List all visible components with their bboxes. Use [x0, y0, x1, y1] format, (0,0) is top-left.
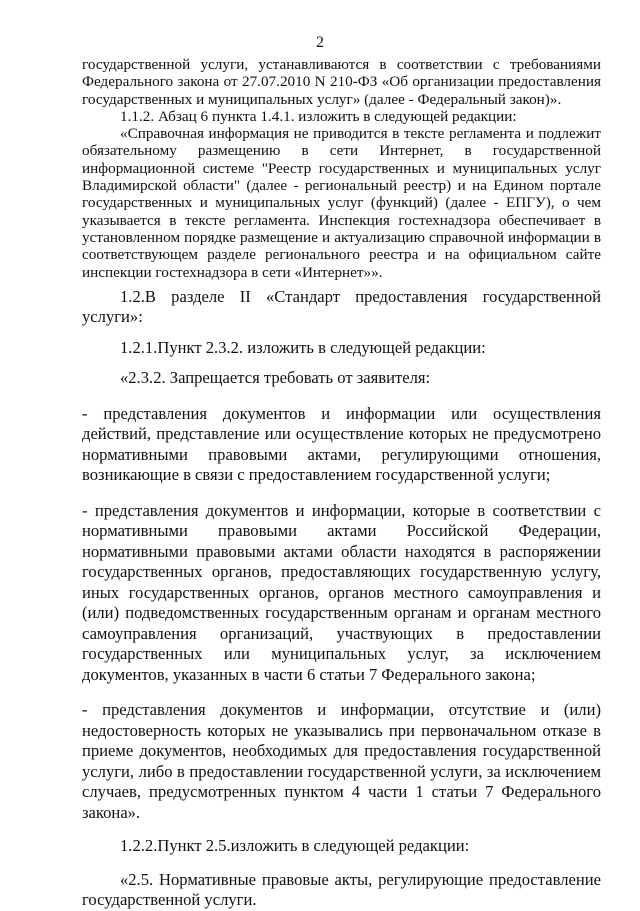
list-item-2: - представления документов и информации, которые в соответствии с нормативными правовыми актами Российской Федерации, нормативными правовыми актами области находятся в распоряжении государственных органов, предоставляющих государственную услугу, иных государственных органов, органов местного самоуправления и (или) подведомственных государственным органам и органам местного самоуправления организаций, участвующих в предоставлении государственных или муниципальных услуг, за исключением документов, указанных в части 6 статьи 7 Федерального закона; [82, 500, 601, 684]
paragraph-2-3-2: «2.3.2. Запрещается требовать от заявителя: [120, 368, 431, 388]
paragraph-1-2-2: 1.2.2.Пункт 2.5.изложить в следующей редакции: [120, 836, 470, 856]
section-top [82, 56, 601, 281]
section-bottom [82, 287, 601, 911]
paragraph-2-5: «2.5. Нормативные правовые акты, регулирующие предоставление государственной услуги. [82, 869, 601, 910]
paragraph-1-1-2: 1.1.2. Абзац 6 пункта 1.4.1. изложить в следующей редакции: [120, 107, 517, 125]
paragraph-1-2-1: 1.2.1.Пункт 2.3.2. изложить в следующей редакции: [120, 337, 486, 357]
paragraph-1-2: 1.2.В разделе II «Стандарт предоставления государственной услуги»: [82, 286, 601, 327]
page-number: 2 [316, 34, 324, 51]
list-item-1: - представления документов и информации или осуществления действий, представление или осуществление которых не предусмотрено нормативными правовыми актами, регулирующими отношения, возникающие в связи с предоставлением государственной услуги; [82, 403, 601, 485]
list-item-3: - представления документов и информации, отсутствие и (или) недостоверность которых не указывались при первоначальном отказе в приеме документов, необходимых для предоставления государственной услуги, либо в предоставлении государственной услуги, за исключением случаев, предусмотренных пунктом 4 части 1 статьи 7 Федерального закона». [82, 700, 601, 822]
paragraph-continuation: государственной услуги, устанавливаются в соответствии с требованиями Федерального закона от 27.07.2010 N 210-ФЗ «Об организации предоставления государственных и муниципальных услуг» (далее - Федеральный закон)». [82, 56, 601, 108]
document-body [82, 56, 601, 911]
paragraph-reference-info: «Справочная информация не приводится в тексте регламента и подлежит обязательному размещению в сети Интернет, в государственной информационной системе "Реестр государственных и муниципальных услуг Владимирской области" (далее - региональный реестр) и на Едином портале государственных и муниципальных услуг (функций) (далее - ЕПГУ), о чем указывается в тексте регламента. Инспекция гостехнадзора обеспечивает в установленном порядке размещение и актуализацию справочной информации в соответствующем разделе регионального реестра и на официальном сайте инспекции гостехнадзора в сети «Интернет»». [82, 125, 601, 281]
